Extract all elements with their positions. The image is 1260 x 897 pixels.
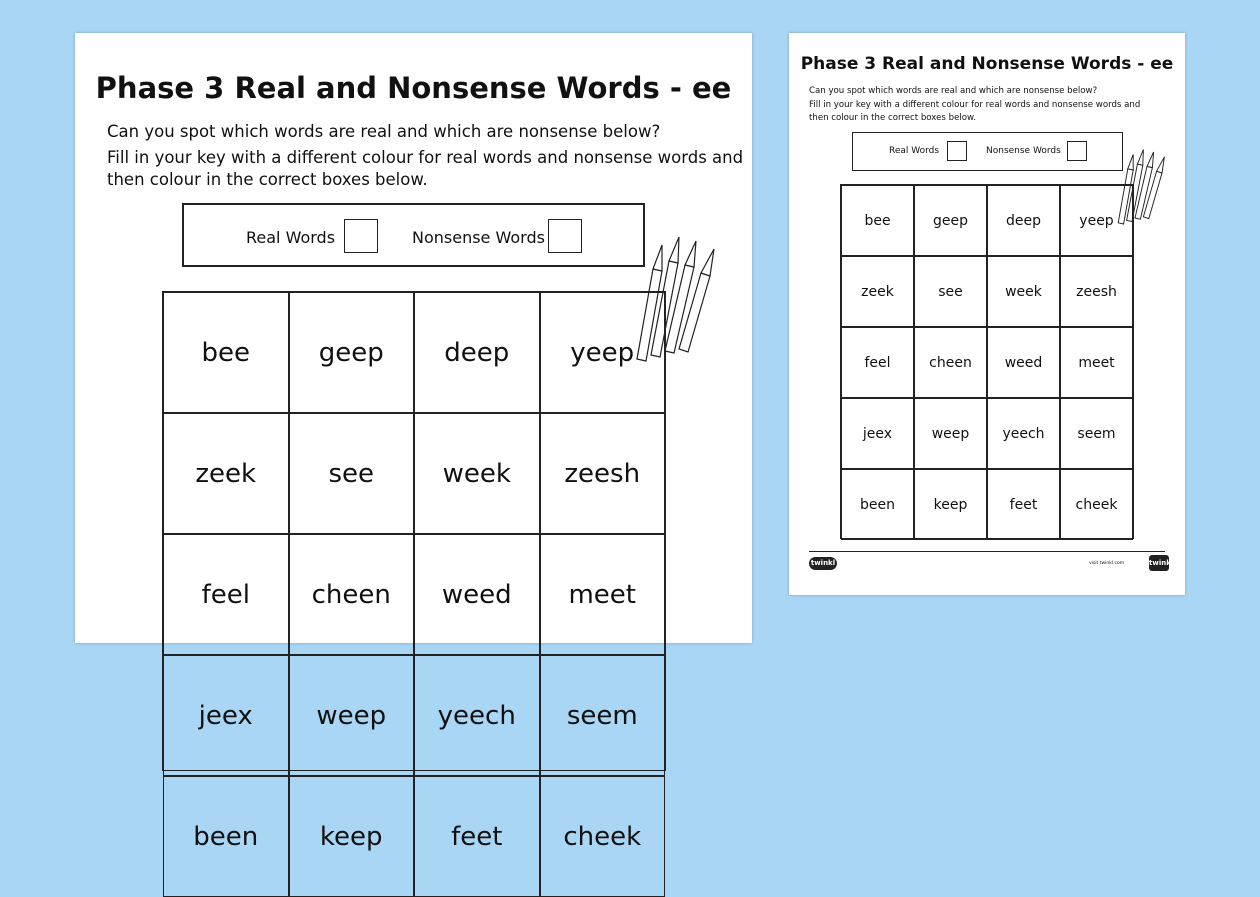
instruction-line-3: then colour in the correct boxes below. xyxy=(107,170,428,189)
large-word-cell[interactable]: zeek xyxy=(163,413,289,534)
small-word-cell[interactable]: keep xyxy=(914,469,987,540)
small-word-cell[interactable]: weep xyxy=(914,398,987,469)
instruction-line-3-small: then colour in the correct boxes below. xyxy=(809,113,976,123)
instruction-line-1-small: Can you spot which words are real and which are nonsense below? xyxy=(809,86,1098,96)
small-word-cell[interactable]: week xyxy=(987,256,1060,327)
colour-key xyxy=(182,203,645,267)
footer-divider xyxy=(809,551,1165,552)
small-word-cell[interactable]: jeex xyxy=(841,398,914,469)
small-word-cell[interactable]: deep xyxy=(987,185,1060,256)
small-word-cell[interactable]: meet xyxy=(1060,327,1133,398)
small-word-cell[interactable]: yeech xyxy=(987,398,1060,469)
small-word-cell[interactable]: been xyxy=(841,469,914,540)
nonsense-words-colour-box-small[interactable] xyxy=(1067,141,1087,161)
small-word-cell[interactable]: feet xyxy=(987,469,1060,540)
large-word-cell[interactable]: yeep xyxy=(540,292,666,413)
large-word-cell[interactable]: cheen xyxy=(289,534,415,655)
instruction-line-2-small: Fill in your key with a different colour for real words and nonsense words and xyxy=(809,100,1141,110)
instruction-line-2: Fill in your key with a different colour for real words and nonsense words and xyxy=(107,148,744,167)
small-word-cell[interactable]: zeek xyxy=(841,256,914,327)
large-word-cell[interactable]: see xyxy=(289,413,415,534)
worksheet-title-small: Phase 3 Real and Nonsense Words - ee xyxy=(800,54,1174,74)
small-word-cell[interactable]: geep xyxy=(914,185,987,256)
small-word-cell[interactable]: bee xyxy=(841,185,914,256)
large-word-cell[interactable]: weep xyxy=(289,655,415,776)
nonsense-words-label: Nonsense Words xyxy=(412,228,545,247)
colour-key-small xyxy=(852,132,1123,171)
small-word-cell[interactable]: feel xyxy=(841,327,914,398)
large-word-cell[interactable]: geep xyxy=(289,292,415,413)
small-word-cell[interactable]: zeesh xyxy=(1060,256,1133,327)
large-word-cell[interactable]: week xyxy=(414,413,540,534)
word-grid xyxy=(162,291,666,852)
small-word-cell[interactable]: cheek xyxy=(1060,469,1133,540)
word-grid-small xyxy=(840,184,1134,539)
real-words-label: Real Words xyxy=(246,228,336,247)
footer-url: visit twinkl.com xyxy=(1089,561,1125,566)
large-word-cell[interactable]: weed xyxy=(414,534,540,655)
small-word-cell[interactable]: see xyxy=(914,256,987,327)
large-word-cell[interactable]: seem xyxy=(540,655,666,776)
large-word-cell[interactable]: jeex xyxy=(163,655,289,776)
large-word-cell[interactable]: been xyxy=(163,776,289,897)
large-word-cell[interactable]: cheek xyxy=(540,776,666,897)
real-words-colour-box-small[interactable] xyxy=(947,141,967,161)
nonsense-words-label-small: Nonsense Words xyxy=(986,146,1061,156)
large-word-cell[interactable]: feel xyxy=(163,534,289,655)
small-word-cell[interactable]: yeep xyxy=(1060,185,1133,256)
large-word-cell[interactable]: keep xyxy=(289,776,415,897)
twinkl-badge-logo: twinkl xyxy=(1149,555,1169,571)
large-word-cell[interactable]: deep xyxy=(414,292,540,413)
small-word-cell[interactable]: cheen xyxy=(914,327,987,398)
worksheet-title: Phase 3 Real and Nonsense Words - ee xyxy=(95,71,732,105)
worksheet-zoomed-view xyxy=(75,33,752,852)
large-word-cell[interactable]: zeesh xyxy=(540,413,666,534)
large-word-cell[interactable]: bee xyxy=(163,292,289,413)
small-word-cell[interactable]: weed xyxy=(987,327,1060,398)
small-word-cell[interactable]: seem xyxy=(1060,398,1133,469)
nonsense-words-colour-box[interactable] xyxy=(548,219,582,253)
large-word-cell[interactable]: meet xyxy=(540,534,666,655)
large-word-cell[interactable]: feet xyxy=(414,776,540,897)
twinkl-logo: twinkl xyxy=(809,557,837,570)
real-words-colour-box[interactable] xyxy=(344,219,378,253)
worksheet-full-page xyxy=(789,33,1185,595)
real-words-label-small: Real Words xyxy=(889,146,940,156)
instruction-line-1: Can you spot which words are real and which are nonsense below? xyxy=(107,122,661,141)
large-word-cell[interactable]: yeech xyxy=(414,655,540,776)
